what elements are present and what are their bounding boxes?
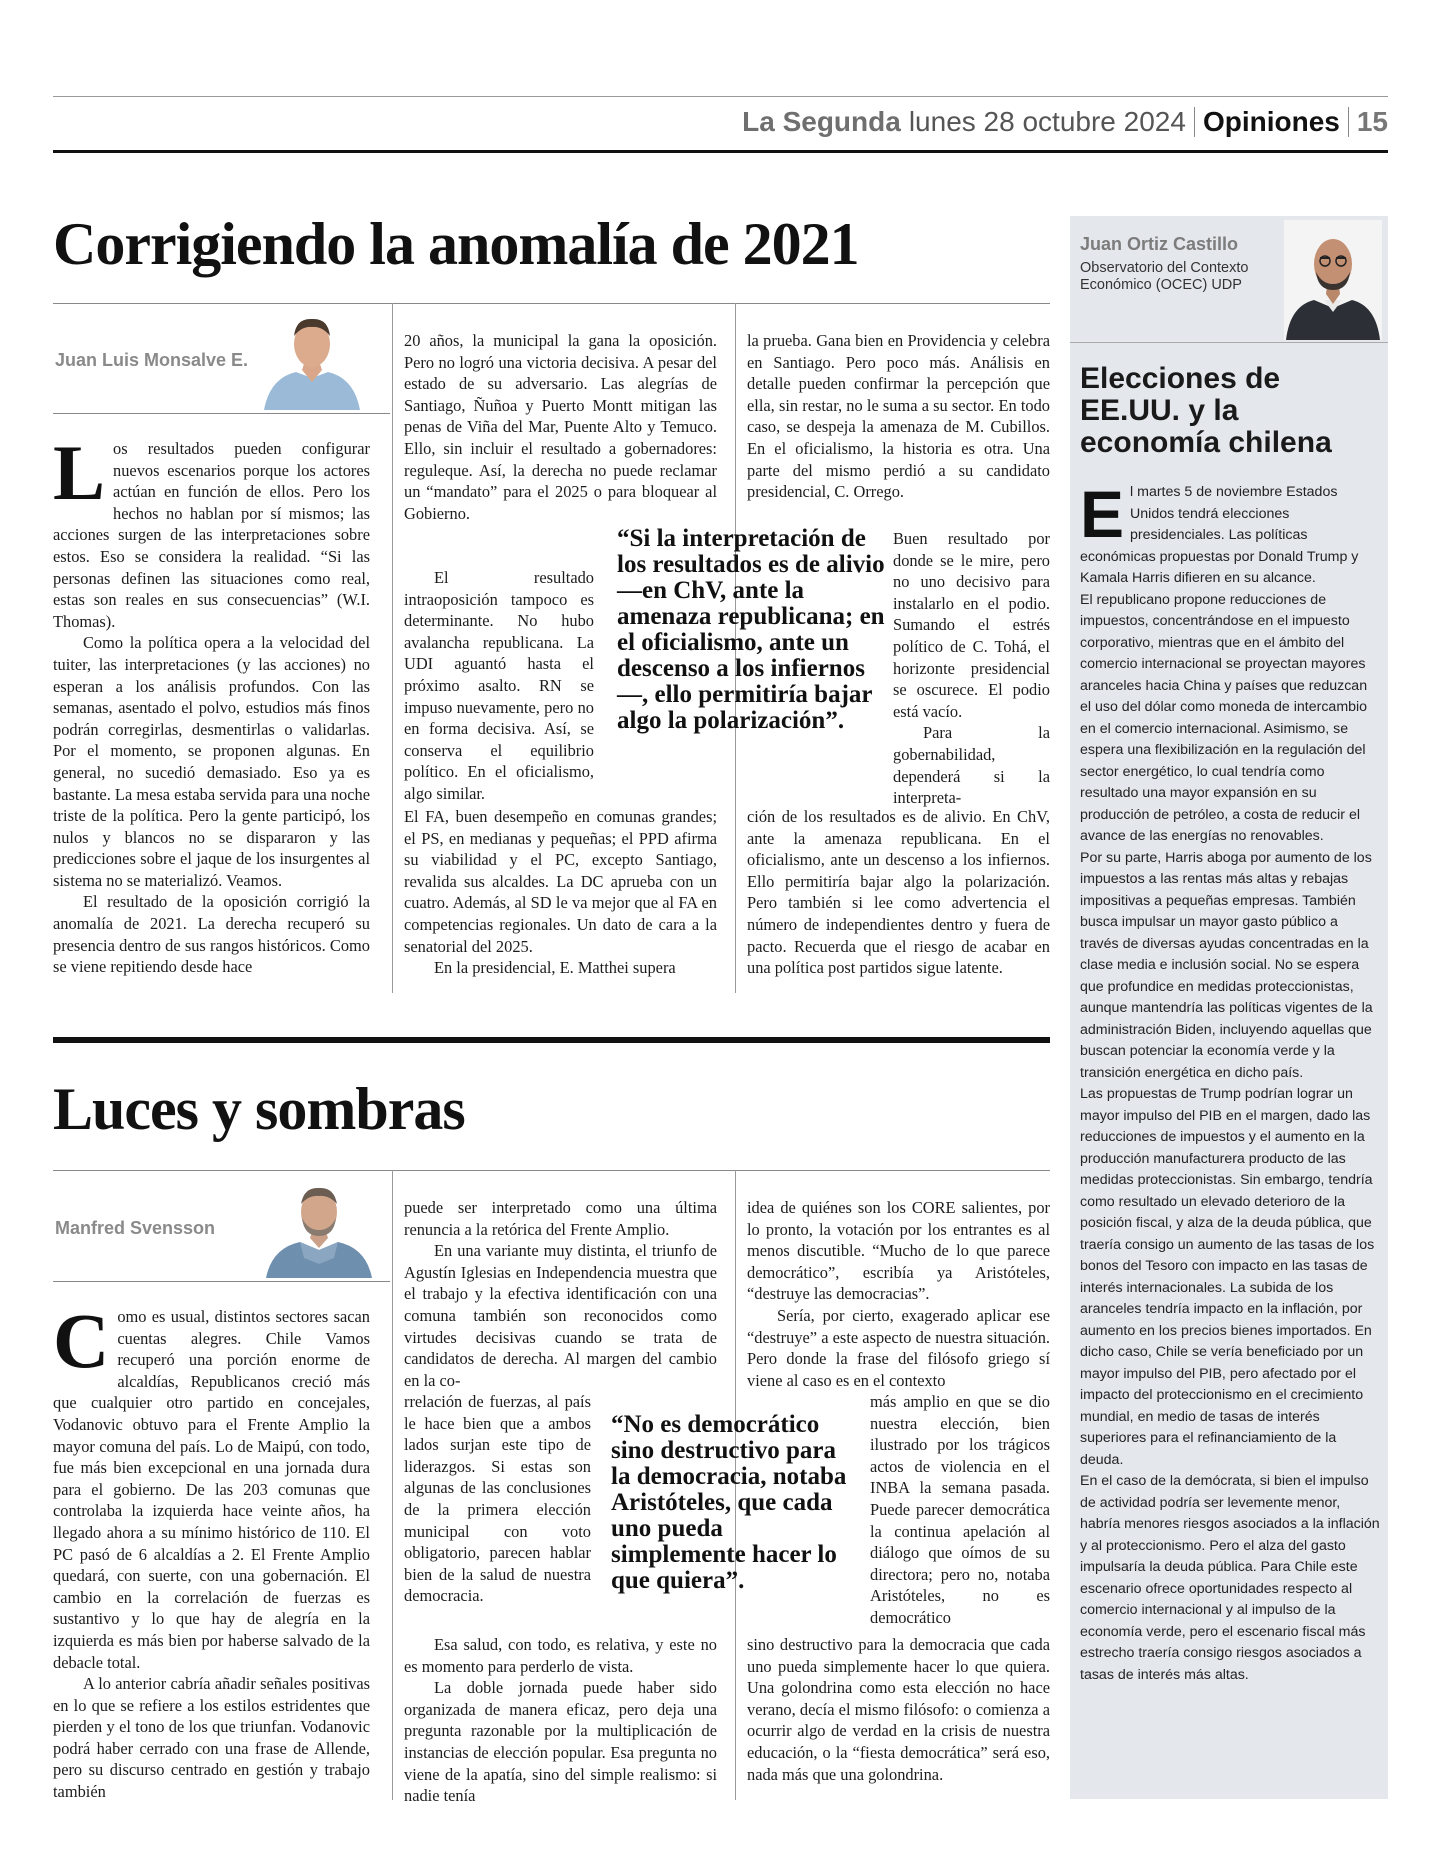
column-divider [392,303,393,993]
dropcap: L [53,429,106,516]
byline-rule [53,1281,390,1282]
masthead-divider [1194,107,1195,137]
byline-rule [53,413,390,414]
article1-column-3-narrow [893,528,1050,809]
paragraph: la prueba. Gana bien en Providencia y celebra en Santiago. Pero poco más. Análisis en detalle pueden confirmar la percepción que ella, sin restar, no le suma a su sector. En todo caso, se despeja la amenaza de M. Cubillos. En el oficialismo, la historia es otra. Una parte del mismo perdió a su candidato presidencial, C. Orrego. [747,331,1050,502]
masthead-rule [53,150,1388,153]
paragraph: A lo anterior cabría añadir señales positivas en lo que se refiere a los estilos estridentes que pierden y el tono de los que triunfan. Vodanovic podrá haber cerrado con una frase de Allende, pero su discurso centrado en gestión y trabajo también [53,1674,370,1802]
article2-column-2-narrow [404,1391,591,1607]
paragraph: más amplio en que se dio nuestra elección, bien ilustrado por los trágicos actos de violencia en el INBA la semana pasada. Puede parecer democrática la continua apelación al diálogo que oímos de su directora; pero no, notaba Aristóteles, no es democrático [870,1392,1050,1627]
paragraph: Buen resultado por donde se le mire, pero no uno decisivo para instalarlo en el podio. Sumando el estrés político de C. Tohá, el horizonte presidencial se oscurece. El podio está vacío. [893,529,1050,721]
sidebar-rule [1070,342,1388,343]
article1-pullquote: “Si la interpretación de los resultados es de alivio —en ChV, ante la amenaza republicana; en el oficialismo, ante un descenso a los infiernos—, ello permitiría bajar algo la polarización”. [617,525,885,734]
newspaper-name: La Segunda [742,106,901,137]
paragraph: puede ser interpretado como una última renuncia a la retórica del Frente Amplio. [404,1198,717,1239]
paragraph: La doble jornada puede haber sido organizada de manera eficaz, pero deja una pregunta razonable por la multiplicación de instancias de elección popular. Esa pregunta no viene de la apatía, sino del simple realismo: si nadie tenía [404,1678,717,1806]
article2-column-2-top [404,1197,717,1391]
paragraph: Las propuestas de Trump podrían lograr un mayor impulso del PIB en el margen, dado las reducciones de impuestos y el aumento en la producción manufacturera producto de las medidas proteccionistas. Sin embargo, tendría como resultado un elevado deterioro de la posición fiscal, y alza de la deuda pública, que traería consigo un aumento de las tasas de los bonos del Tesoro con impacto en las tasas de interés internacionales. La subida de los aranceles tendría impacto en la inflación, por aumento en los precios bienes importados. En dicho caso, Chile se vería beneficiado por un mayor impulso del PIB, pero afectado por el impacto del proteccionismo en el crecimiento mundial, en medio de tasas de interés superiores para el refinanciamiento de la deuda. [1080,1086,1375,1468]
paragraph: En una variante muy distinta, el triunfo de Agustín Iglesias en Independencia muestra que el trabajo y la efectiva identificación con una comuna también son reconocidos como virtudes decisivas cuando se trata de candidatos de derecha. Al margen del cambio en la co- [404,1241,717,1390]
paragraph: os resultados pueden configurar nuevos escenarios porque los actores actúan en función de ellos. Pero los hechos no hablan por sí mismos; las acciones surgen de las interpretaciones sobre estos. Eso se considera la realidad. “Si las personas definen las situaciones como real, estas son reales en sus consecuencias” (W.I. Thomas). [53,439,370,631]
article2-column-3-top [747,1197,1050,1391]
paragraph: El resultado de la oposición corrigió la anomalía de 2021. La derecha recuperó su presencia dentro de sus rangos históricos. Como se viene repitiendo desde hace [53,892,370,977]
paragraph: En la presidencial, E. Matthei supera [434,958,676,978]
paragraph: ción de los resultados es de alivio. En ChV, ante la amenaza republicana. En el oficialismo, ante un descenso a los infiernos. Ello permitiría bajar algo la polarización. Pero también si lee como advertencia el número de independientes dentro y fuera de pacto. Recuerda que el riesgo de acabar en una política post partidos sigue latente. [747,807,1050,978]
paragraph: rrelación de fuerzas, al país le hace bien que a ambos lados surjan este tipo de liderazgos. Si estas son algunas de las conclusiones de la primera elección municipal con voto obligatorio, parecen hablar bien de la salud de nuestra democracia. [404,1392,591,1606]
paragraph: Esa salud, con todo, es relativa, y este no es momento para perderlo de vista. [404,1635,717,1676]
page-number: 15 [1356,106,1388,137]
sidebar-column [1070,216,1388,1799]
paragraph: El FA, buen desempeño en comunas grandes; el PS, en medianas y pequeñas; el PPD afirma su viabilidad y el PC, excepto Santiago, revalida sus alcaldes. La DC aprueba con un cuatro. Además, al SD le va mejor que al FA en competencias regionales. Un dato de cara a la senatorial del 2025. [404,807,717,956]
paragraph: sino destructivo para la democracia que cada uno pueda simplemente hacer lo que quiera. Una golondrina como esta elección no hace verano, decía el mismo filósofo: o comienza a ocurrir algo de verdad en la crisis de nuestra educación, o la “fiesta democrática” será eso, nada más que una golondrina. [747,1635,1050,1784]
article2-column-3-narrow [870,1391,1050,1629]
sidebar-affiliation: Observatorio del Contexto Económico (OCEC) UDP [1080,260,1249,293]
paragraph: Sería, por cierto, exagerado aplicar ese “destruye” a este aspecto de nuestra situación. Pero donde la frase del filósofo griego sí viene al caso es en el contexto [747,1305,1050,1390]
paragraph: Como la política opera a la velocidad del tuiter, las interpretaciones (y las acciones) no esperan a los análisis profundos. Con las semanas, asentado el polvo, estudios más finos podrán corregirlas, desmentirlas o validarlas. Por el momento, se proponen algunas. En general, no sucedió demasiado. Eso ya es bastante. La mesa estaba servida para una noche triste de la política. Pero la gente participó, los nulos y blancos no se dispararon y las predicciones sobre el jaque de los insurgentes al sistema no se materializó. Veamos. [53,633,370,890]
article2-author: Manfred Svensson [55,1218,216,1238]
dropcap: C [53,1297,110,1384]
paragraph: Por su parte, Harris aboga por aumento de los impuestos a las rentas más altas y rebajas impositivas a pequeñas empresas. También busca impulsar un mayor gasto público a través de diversas ayudas concentradas en la clase media e inclusión social. No se espera que profundice en medidas proteccionistas, aunque mantendría las políticas vigentes de la administración Biden, incluyendo aquellas que buscan potenciar la economía verde y la transición energética en dicho país. [1080,849,1373,1081]
paragraph: omo es usual, distintos sectores sacan cuentas alegres. Chile Vamos recuperó una porción enorme de alcaldías, Republicanos creció más que cualquier otro partido en concejales, Vodanovic obtuvo para el Frente Amplio la mayor comuna del país. Lo de Maipú, con todo, fue más bien excepcional en una jornada dura para el gobierno. De las 203 comunas que controlaba la izquierda hace veinte años, ha llegado ahora a su mínimo histórico de 110. El PC pasó de 6 alcaldías a 2. El Frente Amplio quedará, con suerte, con una gobernación. El cambio en la correlación de fuerzas es sustantivo y lo que hay de alegría en la izquierda es más bien por haberse salvado de la debacle total. [53,1307,370,1672]
masthead [53,100,1388,144]
sidebar-author: Juan Ortiz Castillo [1080,234,1239,254]
article1-author: Juan Luis Monsalve E. [55,350,249,370]
dropcap: E [1080,477,1125,551]
paragraph: idea de quiénes son los CORE salientes, por lo pronto, la votación por los entrantes es al menos discutible. “Mucho de lo que parece democrático”, escribía ya Aristóteles, “destruye las democracias”. [747,1198,1050,1304]
sidebar-body [1080,477,1380,1686]
article1-top-rule [53,303,1050,304]
article1-column-2-top [404,330,717,524]
issue-date: lunes 28 octubre 2024 [908,106,1186,137]
paragraph: En el caso de la demócrata, si bien el impulso de actividad podría ser levemente menor, habría menores riesgos asociados a la inflación y al proteccionismo. Pero el alza del gasto impulsaría la deuda pública. Para Chile este escenario ofrece oportunidades respecto al comercio internacional y al impulso de la economía verde, pero el escenario fiscal más estrecho traería consigo riesgos asociados a tasas de interés más altas. [1080,1473,1380,1683]
top-rule [53,96,1388,97]
paragraph: l martes 5 de noviembre Estados Unidos tendrá elecciones presidenciales. Las políticas económicas propuestas por Donald Trump y Kamala Harris difieren en su alcance. [1080,484,1359,586]
article2-title: Luces y sombras [53,1076,465,1142]
article2-column-1 [53,1297,370,1803]
section-divider [53,1037,1050,1043]
article1-column-2-narrow [404,567,594,805]
section-name: Opiniones [1202,106,1340,137]
article2-top-rule [53,1170,1050,1171]
paragraph: Para la gobernabilidad, dependerá si la interpreta- [893,723,1050,808]
article1-title: Corrigiendo la anomalía de 2021 [53,211,859,277]
paragraph: El resultado intraoposición tampoco es determinante. No hubo avalancha republicana. La UDI aguantó hasta el próximo asalto. RN se impuso nuevamente, pero no en forma decisiva. Así, se conserva el equilibrio político. En el oficialismo, algo similar. [404,568,594,803]
article1-column-2-bottom [404,806,717,979]
article2-column-2-bottom [404,1634,717,1807]
masthead-divider [1348,107,1349,137]
column-divider [392,1170,393,1800]
paragraph: 20 años, la municipal la gana la oposición. Pero no logró una victoria decisiva. A pesar del estado de su adversario. Las alegrías de Santiago, Ñuñoa y Puerto Montt mitigan las penas de Viña del Mar, Puente Alto y Temuco. Ello, sin incluir el resultado a gobernadores: reguleque. Así, la derecha no puede reclamar un “mandato” para el 2025 o para bloquear al Gobierno. [404,331,717,523]
article1-column-3-bottom [747,806,1050,979]
article1-column-1 [53,429,370,978]
article1-column-3-top [747,330,1050,503]
author-photo-monsalve [256,308,368,410]
paragraph: El republicano propone reducciones de impuestos, concentrándose en el impuesto corporativo, mientras que en el ámbito del comercio internacional se proyectan mayores aranceles hacia China y países que reduzcan el uso del dólar como moneda de intercambio en el comercio internacional. Asimismo, se espera una flexibilización en la regulación del sector energético, lo cual tendría como resultado una mayor expansión en su producción de petróleo, a costa de reducir el avance de las energías no renovables. [1080,591,1368,844]
author-photo-svensson [260,1178,378,1278]
sidebar-title: Elecciones de EE.UU. y la economía chilena [1080,362,1332,459]
author-photo-ortiz [1284,220,1382,340]
article2-column-3-bottom [747,1634,1050,1785]
article2-pullquote: “No es democrático sino destructivo para la democracia, notaba Aristóteles, que cada uno pueda simplemente hacer lo que quiera”. [611,1411,847,1594]
